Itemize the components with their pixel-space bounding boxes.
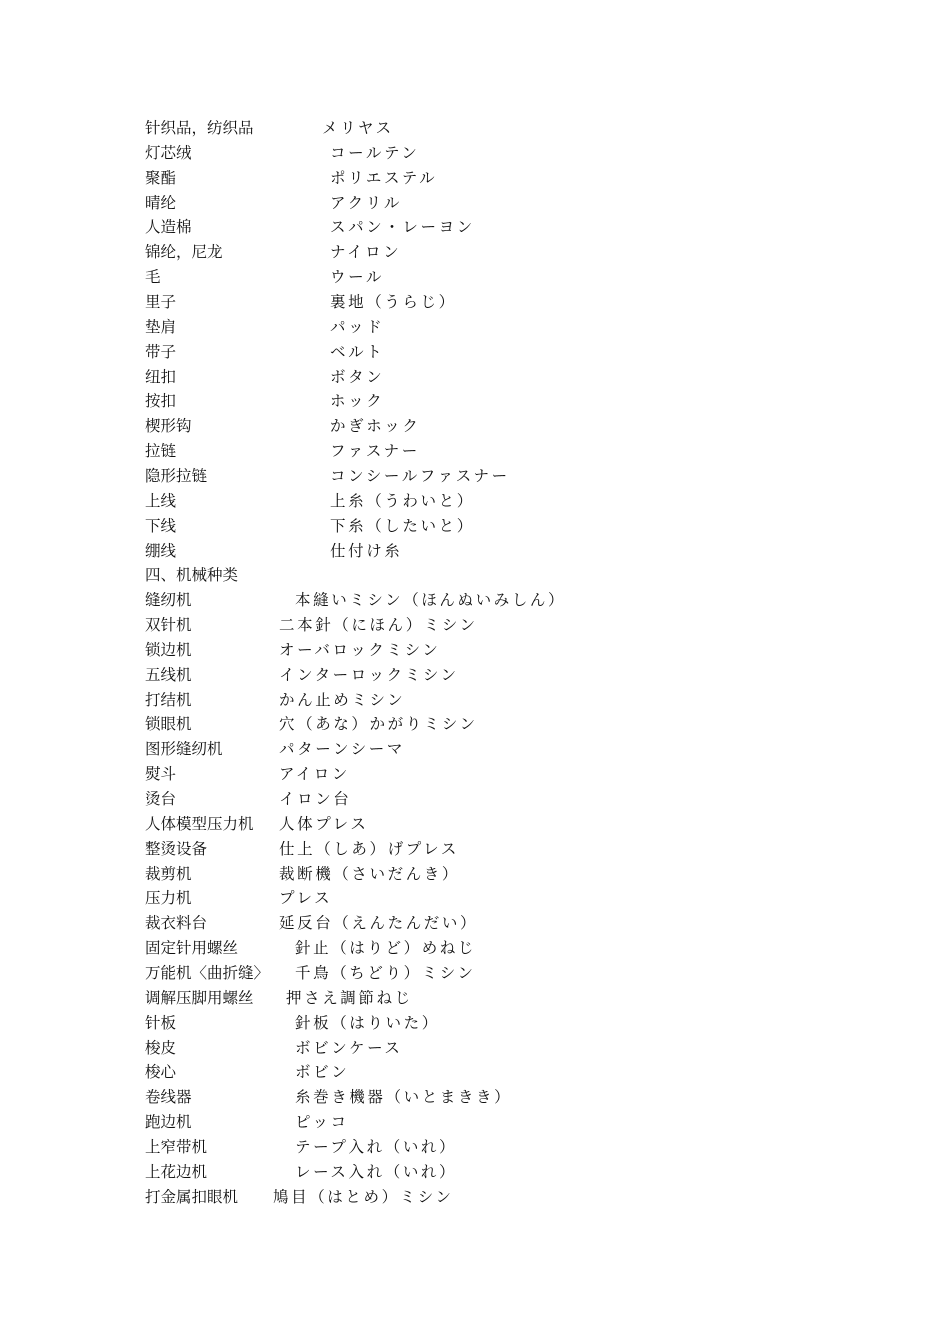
chinese-term: 梭心	[145, 1063, 177, 1082]
chinese-term: 毛	[145, 268, 161, 287]
japanese-term: 仕付け糸	[330, 541, 403, 560]
japanese-term: 延反台（えんたんだい）	[279, 914, 479, 933]
chinese-term: 里子	[145, 293, 177, 311]
chinese-term: 灯芯绒	[145, 143, 192, 162]
chinese-term: 固定针用螺丝	[145, 939, 239, 958]
chinese-term: 按扣	[145, 392, 177, 411]
chinese-term: 锦纶，尼龙	[145, 243, 223, 262]
chinese-term: 人造棉	[145, 218, 192, 237]
chinese-term: 隐形拉链	[145, 466, 208, 485]
chinese-term: 针织品，纺织品	[145, 119, 254, 137]
japanese-term: 押さえ調節ねじ	[286, 988, 413, 1007]
chinese-term: 打结机	[145, 690, 192, 709]
japanese-term: メリヤス	[322, 119, 394, 137]
japanese-term: 裁断機（さいだんき）	[279, 864, 461, 883]
japanese-term: インターロックミシン	[279, 665, 459, 684]
japanese-term: 二本針（にほん）ミシン	[279, 616, 478, 634]
japanese-term: 仕上（しあ）げプレス	[279, 839, 459, 858]
chinese-term: 锁边机	[145, 640, 192, 659]
japanese-term: 鳩目（はとめ）ミシン	[273, 1187, 454, 1206]
japanese-term: 針止（はりど）めねじ	[295, 939, 477, 958]
japanese-term: テープ入れ（いれ）	[295, 1137, 458, 1156]
japanese-term: 千鳥（ちどり）ミシン	[295, 963, 476, 982]
chinese-term: 卷线器	[145, 1088, 192, 1107]
chinese-term: 纽扣	[145, 367, 177, 386]
japanese-term: レース入れ（いれ）	[295, 1162, 458, 1181]
chinese-term: 熨斗	[145, 765, 177, 784]
chinese-term: 楔形钩	[145, 417, 192, 436]
japanese-term: ポリエステル	[330, 168, 438, 187]
chinese-term: 烫台	[145, 790, 177, 808]
japanese-term: ボビンケース	[295, 1038, 403, 1057]
japanese-term: 本縫いミシン（ほんぬいみしん）	[295, 591, 567, 610]
japanese-term: かん止めミシン	[279, 690, 406, 709]
chinese-term: 打金属扣眼机	[145, 1187, 239, 1206]
japanese-term: ウール	[330, 268, 384, 287]
japanese-term: プレス	[279, 889, 333, 908]
chinese-term: 人体模型压力机	[145, 814, 254, 833]
japanese-term: コールテン	[330, 143, 420, 162]
chinese-term: 五线机	[145, 665, 192, 684]
japanese-term: ナイロン	[330, 243, 402, 262]
chinese-term: 带子	[145, 342, 177, 361]
japanese-term: 穴（あな）かがりミシン	[279, 715, 478, 734]
japanese-term: ボビン	[295, 1063, 350, 1082]
chinese-term: 调解压脚用螺丝	[145, 988, 254, 1007]
japanese-term: アイロン	[279, 765, 351, 784]
chinese-term: 上线	[145, 491, 177, 510]
japanese-term: アクリル	[330, 193, 402, 212]
chinese-term: 垫肩	[145, 317, 177, 336]
chinese-term: 上窄带机	[145, 1137, 208, 1156]
japanese-term: ファスナー	[330, 442, 420, 461]
chinese-term: 万能机〈曲折缝〉	[145, 963, 270, 982]
japanese-term: オーバロックミシン	[279, 640, 441, 659]
chinese-term: 跑边机	[145, 1113, 192, 1131]
chinese-term: 晴纶	[145, 193, 177, 212]
chinese-term: 压力机	[145, 889, 192, 908]
japanese-term: ホック	[330, 392, 385, 411]
chinese-term: 锁眼机	[145, 715, 192, 734]
chinese-term: 上花边机	[145, 1162, 208, 1181]
japanese-term: イロン台	[279, 790, 352, 808]
japanese-term: 上糸（うわいと）	[330, 491, 475, 510]
japanese-term: ベルト	[330, 342, 385, 361]
japanese-term: スパン・レーヨン	[330, 218, 475, 237]
japanese-term: ボタン	[330, 367, 385, 386]
chinese-term: 针板	[145, 1013, 177, 1032]
chinese-term: 裁剪机	[145, 864, 192, 883]
japanese-term: パッド	[330, 317, 385, 336]
chinese-term: 整烫设备	[145, 839, 208, 858]
japanese-term: 針板（はりいた）	[295, 1013, 440, 1032]
japanese-term: 糸巻き機器（いとまきき）	[295, 1088, 513, 1107]
section-heading: 四、机械种类	[145, 566, 239, 585]
chinese-term: 绷线	[145, 541, 177, 560]
chinese-term: 聚酯	[145, 168, 177, 187]
japanese-term: 裏地（うらじ）	[330, 293, 457, 311]
japanese-term: 人体プレス	[279, 814, 369, 833]
japanese-term: ピッコ	[295, 1113, 349, 1131]
chinese-term: 下线	[145, 516, 177, 535]
chinese-term: 拉链	[145, 442, 177, 461]
chinese-term: 缝纫机	[145, 591, 192, 610]
japanese-term: かぎホック	[330, 417, 421, 436]
japanese-term: 下糸（したいと）	[330, 516, 475, 535]
chinese-term: 双针机	[145, 616, 192, 634]
chinese-term: 裁衣料台	[145, 914, 208, 933]
chinese-term: 图形缝纫机	[145, 740, 223, 759]
chinese-term: 梭皮	[145, 1038, 177, 1057]
japanese-term: コンシールファスナー	[330, 466, 510, 485]
japanese-term: パターンシーマ	[279, 740, 406, 759]
